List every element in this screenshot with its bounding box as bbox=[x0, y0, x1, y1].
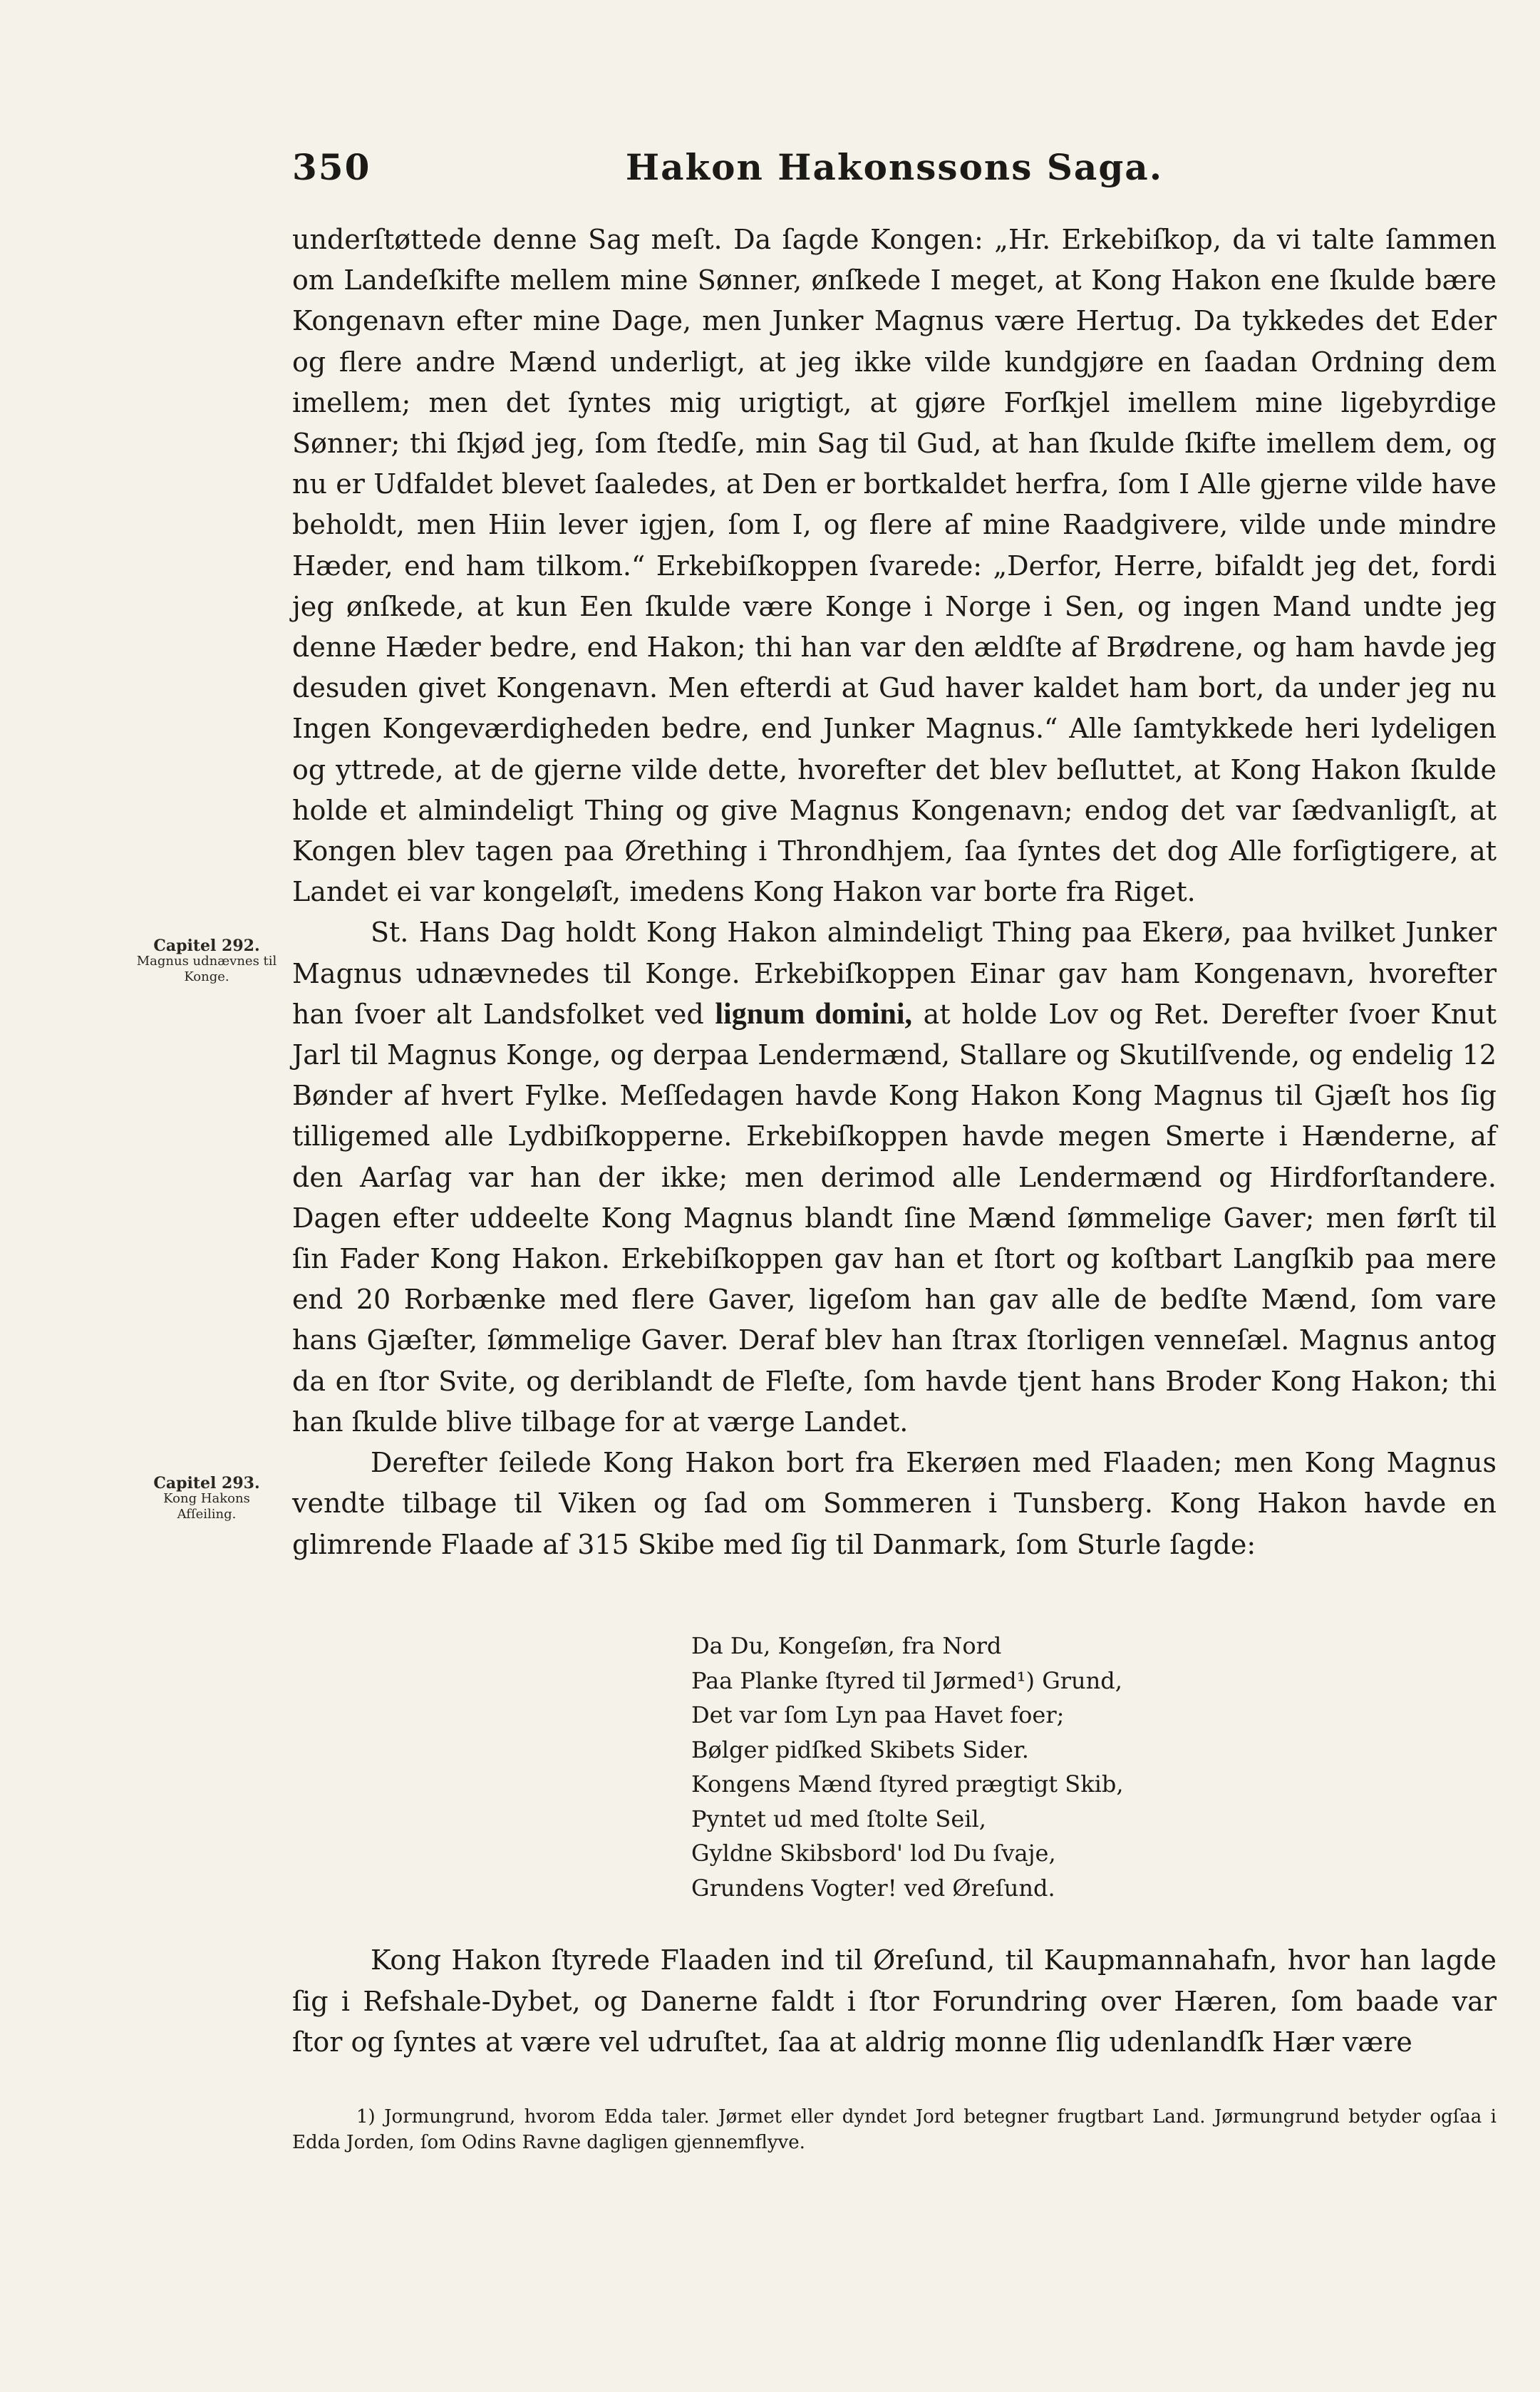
sidenote-chapter-label: Capitel 292. bbox=[153, 937, 260, 955]
main-text bbox=[292, 220, 1497, 1565]
running-title: Hakon Hakonssons Saga. bbox=[625, 146, 1164, 188]
paragraph-2 bbox=[292, 912, 1497, 1443]
paragraph-3: Derefter ſeilede Kong Hakon bort fra Ekerøen med Flaaden; men Kong Magnus vendte tilbage til Viken og ſad om Sommeren i Tunsberg. Kong Hakon havde en glimrende Flaade af 315 Skibe med ſig til Danmark, ſom Sturle ſagde: bbox=[292, 1447, 1497, 1560]
verse-line: Da Du, Kongeſøn, fra Nord bbox=[691, 1632, 1002, 1659]
verse-line: Gyldne Skibsbord' lod Du ſvaje, bbox=[691, 1840, 1056, 1867]
page-number: 350 bbox=[292, 146, 371, 188]
sidenote-text: Magnus udnævnes til Konge. bbox=[136, 954, 277, 984]
footnote: 1) Jormungrund, hvorom Edda taler. Jørmet eller dyndet Jord betegner frugtbart Land. Jørmungrund betyder ogſaa i Edda Jorden, ſom Odins Ravne dagligen gjennemflyve. bbox=[292, 2106, 1497, 2153]
sidenote-chapter-292 bbox=[135, 938, 278, 985]
lower-text bbox=[292, 1940, 1497, 2063]
sidenote-text: Kong Hakons Afſeiling. bbox=[163, 1491, 250, 1522]
verse-line: Pyntet ud med ſtolte Seil, bbox=[691, 1805, 986, 1832]
paragraph-4: Kong Hakon ſtyrede Flaaden ind til Øreſund, til Kaupmannahafn, hvor han lagde ſig i Refshale-Dybet, og Danerne faldt i ſtor Forundring over Hæren, ſom baade var ſtor og ſyntes at være vel udruſtet, ſaa at aldrig monne ſlig udenlandſk Hær være bbox=[292, 1944, 1497, 2058]
paragraph-2-part-1: St. Hans Dag holdt Kong Hakon almindeligt Thing paa Ekerø, paa hvilket Junker Magnus udnævnedes til Konge. Erkebiſkoppen Einar gav ham Kongenavn, hvorefter han ſvoer alt Landsfolket ved bbox=[292, 917, 1497, 1030]
verse-line: Det var ſom Lyn paa Havet foer; bbox=[691, 1701, 1065, 1728]
sidenote-chapter-label: Capitel 293. bbox=[153, 1474, 260, 1493]
paragraph-1: underſtøttede denne Sag meſt. Da ſagde Kongen: „Hr. Erkebiſkop, da vi talte ſammen om Landeſkifte mellem mine Sønner, ønſkede I meget, at Kong Hakon ene ſkulde bære Kongenavn efter mine Dage, men Junker Magnus være Hertug. Da tykkedes det Eder og flere andre Mænd underligt, at jeg ikke vilde kundgjøre en ſaadan Ordning dem imellem; men det ſyntes mig urigtigt, at gjøre Forſkjel imellem mine ligebyrdige Sønner; thi ſkjød jeg, ſom ſtedſe, min Sag til Gud, at han ſkulde ſkifte imellem dem, og nu er Udfaldet blevet ſaaledes, at Den er bortkaldet herfra, ſom I Alle gjerne vilde have beholdt, men Hiin lever igjen, ſom I, og flere af mine Raadgivere, vilde unde mindre Hæder, end ham tilkom.“ Erkebiſkoppen ſvarede: „Derfor, Herre, bifaldt jeg det, fordi jeg ønſkede, at kun Een ſkulde være Konge i Norge i Sen, og ingen Mand undte jeg denne Hæder bedre, end Hakon; thi han var den ældſte af Brødrene, og ham havde jeg desuden givet Kongenavn. Men efterdi at Gud haver kaldet ham bort, da under jeg nu Ingen Kongeværdigheden bedre, end Junker Magnus.“ Alle ſamtykkede heri lydeligen og yttrede, at de gjerne vilde dette, hvorefter det blev beſluttet, at Kong Hakon ſkulde holde et almindeligt Thing og give Magnus Kongenavn; endog det var ſædvanligſt, at Kongen blev tagen paa Ørething i Throndhjem, ſaa ſyntes det dog Alle forſigtigere, at Landet ei var kongeløſt, imedens Kong Hakon var borte fra Riget. bbox=[292, 224, 1497, 908]
verse-line: Kongens Mænd ſtyred prægtigt Skib, bbox=[691, 1770, 1124, 1798]
verse-line: Grundens Vogter! ved Øreſund. bbox=[691, 1874, 1055, 1902]
sidenote-chapter-293 bbox=[135, 1475, 278, 1522]
verse-block bbox=[691, 1629, 1475, 1905]
verse-line: Bølger pidſked Skibets Sider. bbox=[691, 1736, 1029, 1763]
page-header bbox=[292, 146, 1497, 196]
paragraph-2-part-2: at holde Lov og Ret. Derefter ſvoer Knut Jarl til Magnus Konge, og derpaa Lendermænd, Stallare og Skutilſvende, og endelig 12 Bønder af hvert Fylke. Meſſedagen havde Kong Hakon Kong Magnus til Gjæſt hos ſig tilligemed alle Lydbiſkopperne. Erkebiſkoppen havde megen Smerte i Hænderne, af den Aarſag var han der ikke; men derimod alle Lendermænd og Hirdforſtandere. Dagen efter uddeelte Kong Magnus blandt ſine Mænd ſømmelige Gaver; men førſt til ſin Fader Kong Hakon. Erkebiſkoppen gav han et ſtort og koſtbart Langſkib paa mere end 20 Rorbænke med flere Gaver, ligeſom han gav alle de bedſte Mænd, ſom vare hans Gjæſter, ſømmelige Gaver. Deraf blev han ſtrax ſtorligen venneſæl. Magnus antog da en ſtor Svite, og deriblandt de Fleſte, ſom havde tjent hans Broder Kong Hakon; thi han ſkulde blive tilbage for at værge Landet. bbox=[292, 998, 1497, 1438]
verse-line: Paa Planke ſtyred til Jørmed¹) Grund, bbox=[691, 1666, 1122, 1694]
latin-phrase: lignum domini, bbox=[715, 997, 913, 1031]
